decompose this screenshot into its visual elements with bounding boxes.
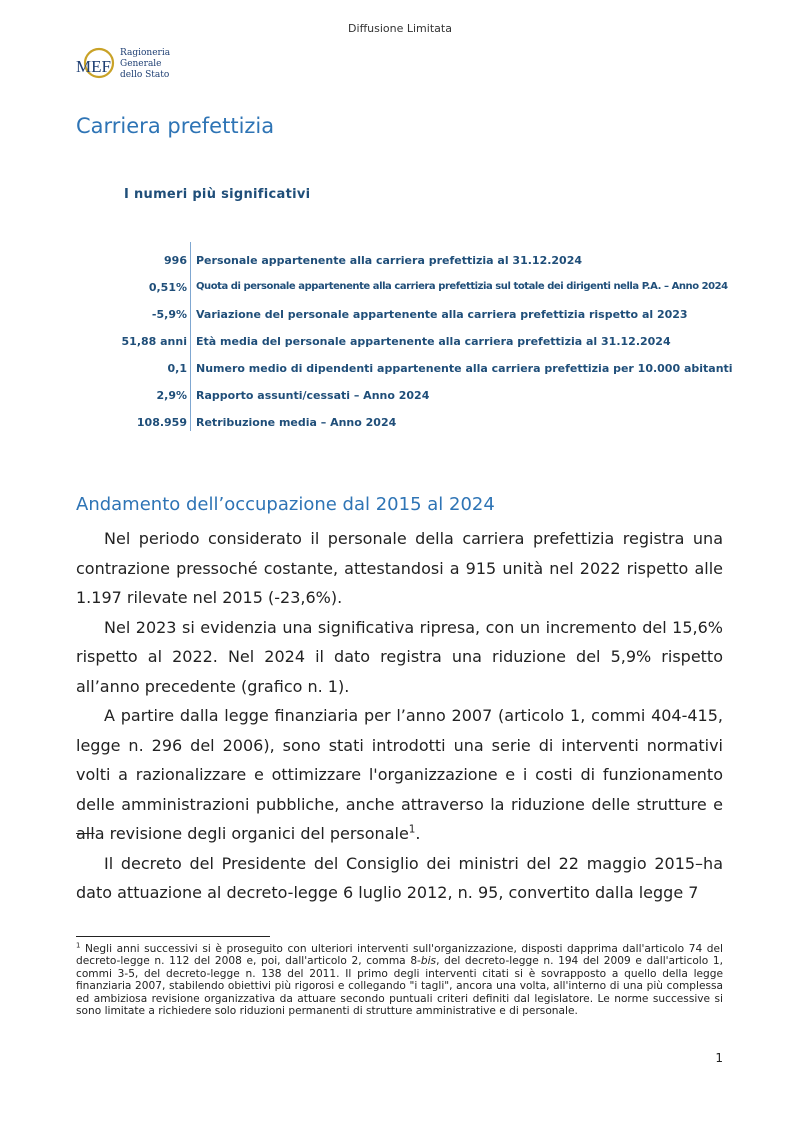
paragraph: Il decreto del Presidente del Consiglio dei ministri del 22 maggio 2015–ha dato attuazione al decreto-legge 6 luglio 2012, n. 95, convertito dalla legge 7 (76, 853, 723, 902)
paragraph-text: a revisione degli organici del personale (94, 824, 409, 843)
key-number-value: 996 (164, 254, 187, 267)
footnote-separator (76, 936, 270, 937)
key-number-description: Personale appartenente alla carriera prefettizia al 31.12.2024 (196, 254, 583, 267)
header-label: Diffusione Limitata (348, 22, 452, 35)
key-number-row (0, 354, 800, 381)
logo-abbr: MEF (76, 57, 111, 76)
key-number-row (0, 381, 800, 408)
paragraph-text: . (415, 824, 421, 843)
section-title: Carriera prefettizia (76, 114, 275, 138)
key-number-description: Numero medio di dipendenti appartenente alla carriera prefettizia per 10.000 abitanti (196, 362, 733, 375)
subsection-title: Andamento dell’occupazione dal 2015 al 2024 (76, 494, 495, 515)
logo-line: dello Stato (120, 70, 170, 80)
key-number-value: 51,88 anni (121, 335, 187, 348)
logo-line: Generale (120, 59, 162, 69)
key-number-description: Quota di personale appartenente alla carriera prefettizia sul totale dei dirigenti nella P.A. – Anno 2024 (196, 281, 728, 292)
key-number-value: 2,9% (156, 389, 187, 402)
key-number-row (0, 246, 800, 273)
footnote (76, 943, 723, 1017)
paragraph-text: A partire dalla legge finanziaria per l’anno 2007 (articolo 1, commi 404-415, legge n. 296 del 2006), sono stati introdotti una serie di interventi normativi volti a razionalizzare e ottimizzare l'organizzazione e i costi di funzionamento delle amministrazioni pubbliche, anche attraverso la riduzione delle strutture e (76, 706, 723, 814)
paragraph: Nel periodo considerato il personale della carriera prefettizia registra una contrazione pressoché costante, attestandosi a 915 unità nel 2022 rispetto alle 1.197 rilevate nel 2015 (-23,6%). (76, 529, 723, 607)
key-number-row (0, 273, 800, 300)
key-number-row (0, 408, 800, 435)
footnote-text: , del decreto-legge n. 194 del 2009 e dall'articolo 1, commi 3-5, del decreto-legge n. 138 del 2011. Il primo degli interventi citati si è sovrapposto a quello della legge finanziaria 2007, stabilendo obiettivi più rigorosi e collegando "i tagli", ancora una volta, all'interno di una più complessa ed ambiziosa revisione organizzativa da attuare secondo puntuali criteri definiti dal legislatore. Le norme successive si sono limitate a richiedere solo riduzioni permanenti di strutture amministrative e di personale. (76, 955, 723, 1018)
key-number-value: 0,51% (148, 281, 187, 294)
key-number-value: -5,9% (151, 308, 187, 321)
footnote-reference[interactable]: 1 (408, 823, 416, 836)
paragraph (76, 701, 723, 849)
logo-line: Ragioneria (120, 48, 171, 58)
key-number-description: Età media del personale appartenente alla carriera prefettizia al 31.12.2024 (196, 335, 671, 348)
page-number: 1 (715, 1051, 723, 1065)
key-numbers-heading: I numeri più significativi (124, 187, 311, 202)
struck-text: all (76, 824, 95, 843)
key-number-row (0, 300, 800, 327)
footnote-marker: 1 (76, 941, 81, 950)
paragraph: Nel 2023 si evidenzia una significativa ripresa, con un incremento del 15,6% rispetto al 2022. Nel 2024 il dato registra una riduzione del 5,9% rispetto all’anno precedente (grafico n. 1). (76, 617, 723, 696)
footnote-text: Negli anni successivi si è proseguito con ulteriori interventi sull'organizzazione, disposti dapprima dall'articolo 74 del decreto-legge n. 112 del 2008 e, poi, dall'articolo 2, comma 8- (76, 943, 723, 968)
key-number-value: 108.959 (136, 416, 187, 429)
key-number-description: Retribuzione media – Anno 2024 (196, 416, 397, 429)
body-text (76, 524, 723, 908)
key-number-row (0, 327, 800, 354)
key-number-description: Variazione del personale appartenente alla carriera prefettizia rispetto al 2023 (196, 308, 688, 321)
key-number-value: 0,1 (167, 362, 187, 375)
key-number-description: Rapporto assunti/cessati – Anno 2024 (196, 389, 430, 402)
mef-logo-icon (76, 46, 118, 82)
footnote-text-italic: bis (420, 955, 437, 968)
logo-text (120, 48, 170, 81)
